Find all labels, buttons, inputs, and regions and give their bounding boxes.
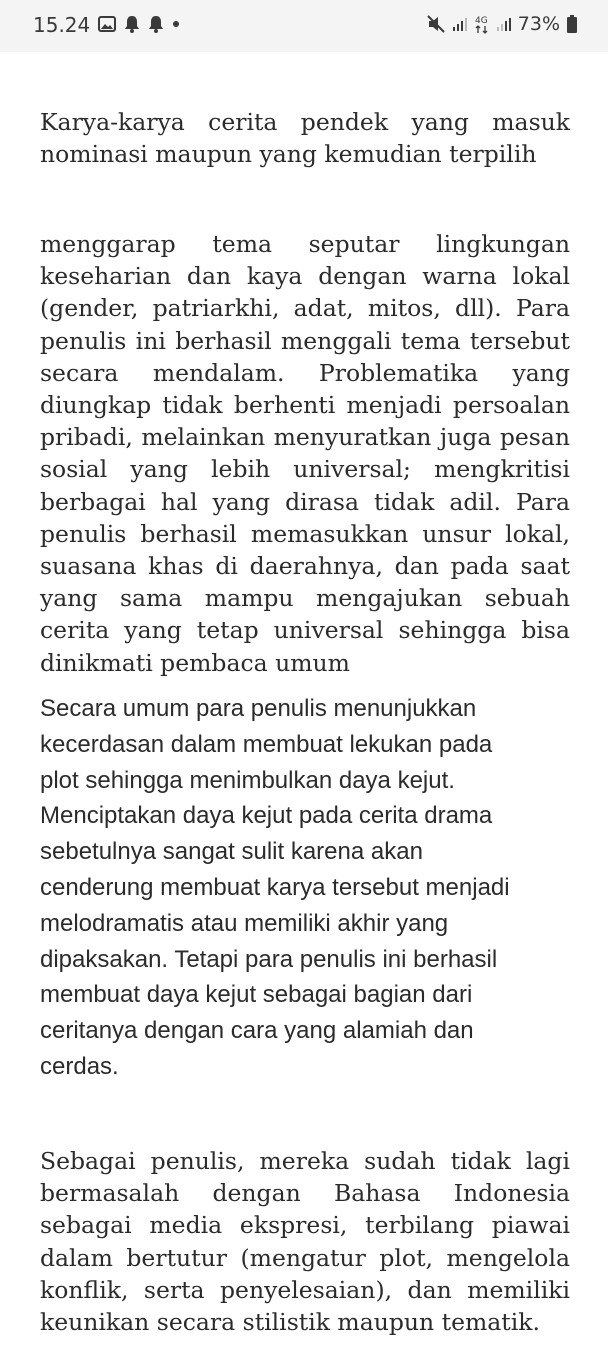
text-line: konflik, serta penyelesaian), dan memiliki [40, 1275, 570, 1304]
text-line: Sebagai penulis, mereka sudah tidak lagi [40, 1147, 570, 1175]
battery-percentage: 73% [517, 13, 560, 35]
text-line: yang sama mampu mengajukan sebuah [40, 584, 570, 613]
text-line: (gender, patriarkhi, adat, mitos, dll). Para [40, 294, 570, 323]
text-line: plot sehingga menimbulkan daya kejut. [40, 766, 455, 794]
text-line: melodramatis atau memiliki akhir yang [40, 909, 449, 937]
text-line: cerdas. [40, 1052, 119, 1080]
text-line: sebagai media ekspresi, terbilang piawai [40, 1211, 570, 1240]
text-line: Karya-karya cerita pendek yang masuk [40, 108, 570, 136]
text-line: pribadi, melainkan menyuratkan juga pesan [40, 423, 570, 452]
battery-icon [566, 14, 578, 34]
text-line: berbagai hal yang dirasa tidak adil. Para [40, 487, 570, 516]
mute-icon [426, 14, 446, 34]
text-line: secara mendalam. Problematika yang [40, 358, 570, 387]
text-line: sosial yang lebih universal; mengkritisi [40, 455, 570, 484]
gallery-icon [98, 16, 116, 32]
bell-icon [148, 15, 164, 33]
text-line: bermasalah dengan Bahasa Indonesia [40, 1179, 570, 1208]
notification-icons [98, 15, 180, 33]
text-line: keunikan secara stilistik maupun tematik. [40, 1308, 540, 1337]
text-line: kecerdasan dalam membuat lekukan pada [40, 730, 493, 758]
system-icons [426, 13, 578, 35]
text-line: penulis ini berhasil menggali tema tersebut [40, 326, 570, 355]
text-line: dipaksakan. Tetapi para penulis ini berhasil [40, 945, 498, 973]
text-line: membuat daya kejut sebagai bagian dari [40, 981, 473, 1009]
text-line: menggarap tema seputar lingkungan [40, 230, 570, 258]
text-line: diungkap tidak berhenti menjadi persoalan [40, 391, 570, 420]
text-line: cerita yang tetap universal sehingga bisa [40, 616, 570, 645]
text-line: ceritanya dengan cara yang alamiah dan [40, 1017, 474, 1045]
svg-text:4G: 4G [474, 16, 488, 26]
bell-icon [124, 15, 140, 33]
paragraph-4 [40, 1145, 570, 1338]
status-time: 15.24 [33, 13, 91, 37]
text-line: sebetulnya sangat sulit karena akan [40, 838, 423, 866]
text-line: penulis berhasil memasukkan unsur lokal, [40, 519, 570, 548]
paragraph-1 [40, 106, 570, 170]
signal-icon [496, 16, 512, 32]
text-line: dalam bertutur (mengatur plot, mengelola [40, 1243, 570, 1272]
text-line: keseharian dan kaya dengan warna lokal [40, 262, 570, 291]
text-line: suasana khas di daerahnya, dan pada saat [40, 552, 570, 581]
text-line: dinikmati pembaca umum [40, 648, 350, 677]
paragraph-2 [40, 228, 570, 679]
text-line: cenderung membuat karya tersebut menjadi [40, 873, 510, 901]
paragraph-3 [40, 691, 580, 1085]
network-4g-icon [474, 14, 490, 34]
dot-icon [172, 20, 180, 28]
text-line: Secara umum para penulis menunjukkan [40, 695, 477, 722]
signal-icon [452, 16, 468, 32]
text-line: Menciptakan daya kejut pada cerita drama [40, 802, 493, 830]
status-bar [0, 0, 608, 52]
text-line: nominasi maupun yang kemudian terpilih [40, 140, 537, 169]
